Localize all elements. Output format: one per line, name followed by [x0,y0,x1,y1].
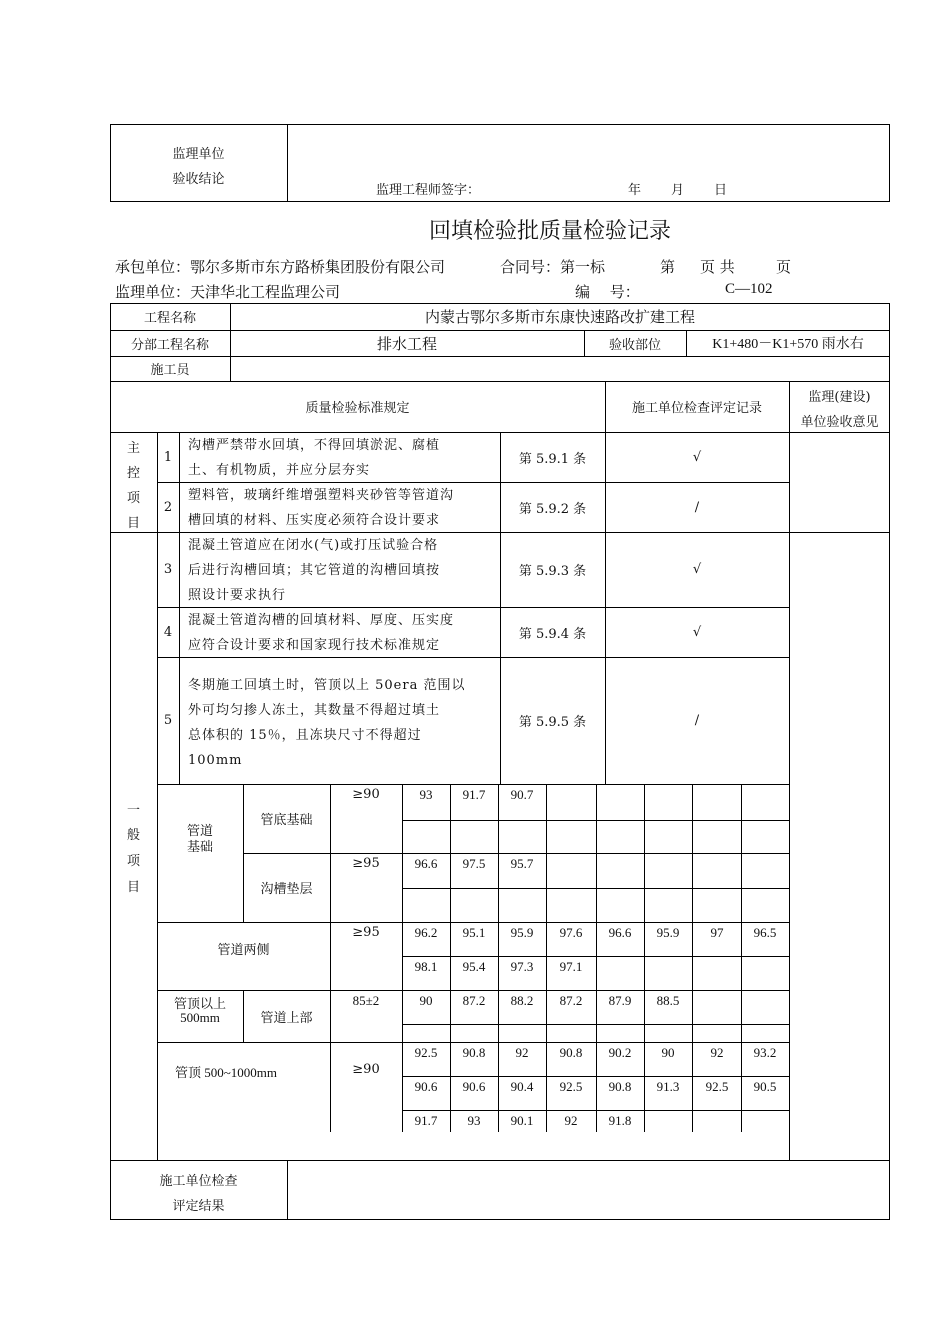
pipe-base-label-line2: 基础 [186,840,213,855]
page-title: 回填检验批质量检验记录 [428,219,671,244]
item-text-line: 塑料管，玻璃纤维增强塑料夹砂管等管道沟 [188,488,455,503]
measured-value: 97 [710,925,724,940]
general-items-group-1: 一 [126,803,140,818]
worker-label: 施工员 [150,363,190,378]
measured-value: 88.5 [656,993,680,1008]
measured-value: 90.8 [462,1045,486,1060]
trench-cushion-label: 沟槽垫层 [260,882,313,897]
measured-value: 90.8 [608,1079,632,1094]
measured-value: 90.6 [462,1079,486,1094]
measured-value: 90 [661,1045,675,1060]
item-text-line: 外可均匀掺人冻土，其数量不得超过填土 [188,703,441,718]
measured-value: 90.5 [753,1079,777,1094]
measured-value: 91.7 [414,1113,438,1128]
supervisor-line: 监理单位：天津华北工程监理公司 [115,283,341,301]
measured-value: 87.2 [462,993,486,1008]
measured-value: 92.5 [705,1079,729,1094]
both-sides-label: 管道两侧 [217,942,270,958]
measured-value: 95.9 [656,925,680,940]
measured-value: 91.3 [656,1079,680,1094]
contractor-line: 承包单位：鄂尔多斯市东方路桥集团股份有限公司 [115,258,446,276]
item-number: 4 [163,624,173,640]
measured-value: 95.4 [462,959,486,974]
item-text-line: 100mm [188,753,243,768]
measured-value: 90.8 [559,1045,583,1060]
measured-value: 93 [419,787,433,802]
supervision-label-line2: 验收结论 [172,172,225,187]
measured-value: 92 [564,1113,578,1128]
measured-value: 90 [419,993,433,1008]
item-text-line: 土、有机物质，并应分层夯实 [188,463,371,478]
above-pipe-label-line2: 500mm [180,1010,220,1025]
acceptance-part-label: 验收部位 [608,337,661,353]
measured-value: 97.5 [462,856,486,871]
item-number: 5 [163,713,173,728]
item-text-line: 后进行沟槽回填；其它管道的沟槽回填按 [188,563,441,578]
subproject-value: 排水工程 [376,334,437,353]
measured-value: 93 [467,1113,481,1128]
construction-check-label: 施工单位检查评定记录 [631,401,762,416]
measured-value: 97.6 [559,925,583,940]
general-items-group-2: 般 [126,828,140,843]
main-items-group-3: 项 [126,491,140,506]
measured-value: 96.6 [608,925,632,940]
item-clause: 第 5.9.5 条 [518,715,587,730]
main-items-group-2: 控 [126,466,140,481]
item-result: √ [692,624,702,640]
supervise-opinion-line1: 监理(建设) [808,390,871,405]
acceptance-part-value: K1+480－K1+570 雨水右 [712,337,864,352]
project-name-value: 内蒙古鄂尔多斯市东康快速路改扩建工程 [424,308,695,326]
measured-value: 95.1 [462,925,486,940]
measured-value: 95.7 [510,856,534,871]
general-items-group-3: 项 [126,854,140,869]
standard-label: 质量检验标准规定 [305,401,410,416]
standard-value: ≥95 [352,925,380,940]
page-ye: 页 [776,258,792,276]
item-result: / [694,499,700,515]
measured-value: 92 [710,1045,724,1060]
item-clause: 第 5.9.4 条 [518,626,587,642]
upper-part-label: 管道上部 [260,1010,313,1026]
item-result: / [694,713,700,728]
measured-value: 92.5 [559,1079,583,1094]
item-number: 2 [163,499,173,515]
measured-value: 91.8 [608,1113,632,1128]
item-clause: 第 5.9.1 条 [518,451,587,467]
measured-value: 92.5 [414,1045,438,1060]
standard-value: ≥90 [352,787,380,802]
number-value: C—102 [725,281,773,297]
measured-value: 88.2 [510,993,534,1008]
item-clause: 第 5.9.3 条 [518,564,587,579]
measured-value: 93.2 [753,1045,777,1060]
page-ye-gong: 页 共 [700,258,735,276]
engineer-signature-label: 监理工程师签字： [376,183,481,198]
main-items-group-1: 主 [126,441,140,456]
item-number: 3 [163,562,173,577]
page-di: 第 [660,258,676,276]
supervision-conclusion-box [110,124,890,202]
item-text-line: 冬期施工回填土时，管顶以上 50era 范围以 [188,678,466,693]
measured-value: 96.5 [753,925,777,940]
measured-value: 87.9 [608,993,632,1008]
month-label: 月 [671,183,685,198]
project-name-label: 工程名称 [143,311,196,326]
measured-value: 90.7 [510,787,534,802]
bottom-base-label: 管底基础 [260,813,313,828]
day-label: 日 [714,183,728,198]
measured-value: 96.6 [414,856,438,871]
measured-value: 90.1 [510,1113,534,1128]
main-items-group-4: 目 [126,516,140,531]
construction-result-label-line1: 施工单位检查 [159,1174,238,1189]
number-label: 编 号： [575,283,640,301]
measured-value: 91.7 [462,787,486,802]
item-result: √ [692,449,702,465]
construction-result-label-line2: 评定结果 [172,1199,225,1214]
item-text-line: 槽回填的材料、压实度必须符合设计要求 [188,513,441,528]
supervision-label-line1: 监理单位 [172,147,225,162]
measured-value: 95.9 [510,925,534,940]
item-text-line: 应符合设计要求和国家现行技术标准规定 [188,638,441,653]
standard-value: 85±2 [352,993,380,1008]
measured-value: 96.2 [414,925,438,940]
item-number: 1 [163,449,173,465]
general-items-group-4: 目 [126,880,140,895]
item-text-line: 总体积的 15％，且冻块尺寸不得超过 [188,728,422,743]
item-result: √ [692,562,702,577]
divider [287,124,288,202]
measured-value: 97.3 [510,959,534,974]
measured-value: 87.2 [559,993,583,1008]
item-text-line: 沟槽严禁带水回填，不得回填淤泥、腐植 [188,438,441,453]
item-clause: 第 5.9.2 条 [518,501,587,517]
item-text-line: 照设计要求执行 [188,588,287,603]
measured-value: 90.6 [414,1079,438,1094]
standard-value: ≥95 [352,856,380,871]
item-text-line: 混凝土管道沟槽的回填材料、厚度、压实度 [188,613,455,628]
supervise-opinion-line2: 单位验收意见 [800,415,879,430]
measured-value: 97.1 [559,959,583,974]
above-pipe-label-line1: 管顶以上 [173,997,226,1012]
contract-number: 合同号：第一标 [500,258,606,276]
measured-value: 90.2 [608,1045,632,1060]
standard-value: ≥90 [352,1062,380,1077]
item-text-line: 混凝土管道应在闭水(气)或打压试验合格 [188,538,439,553]
measured-value: 92 [515,1045,529,1060]
range-label: 管顶 500~1000mm [175,1065,278,1080]
measured-value: 98.1 [414,959,438,974]
subproject-label: 分部工程名称 [130,337,209,353]
measured-value: 90.4 [510,1079,534,1094]
pipe-base-label-line1: 管道 [186,824,213,839]
year-label: 年 [628,183,642,198]
